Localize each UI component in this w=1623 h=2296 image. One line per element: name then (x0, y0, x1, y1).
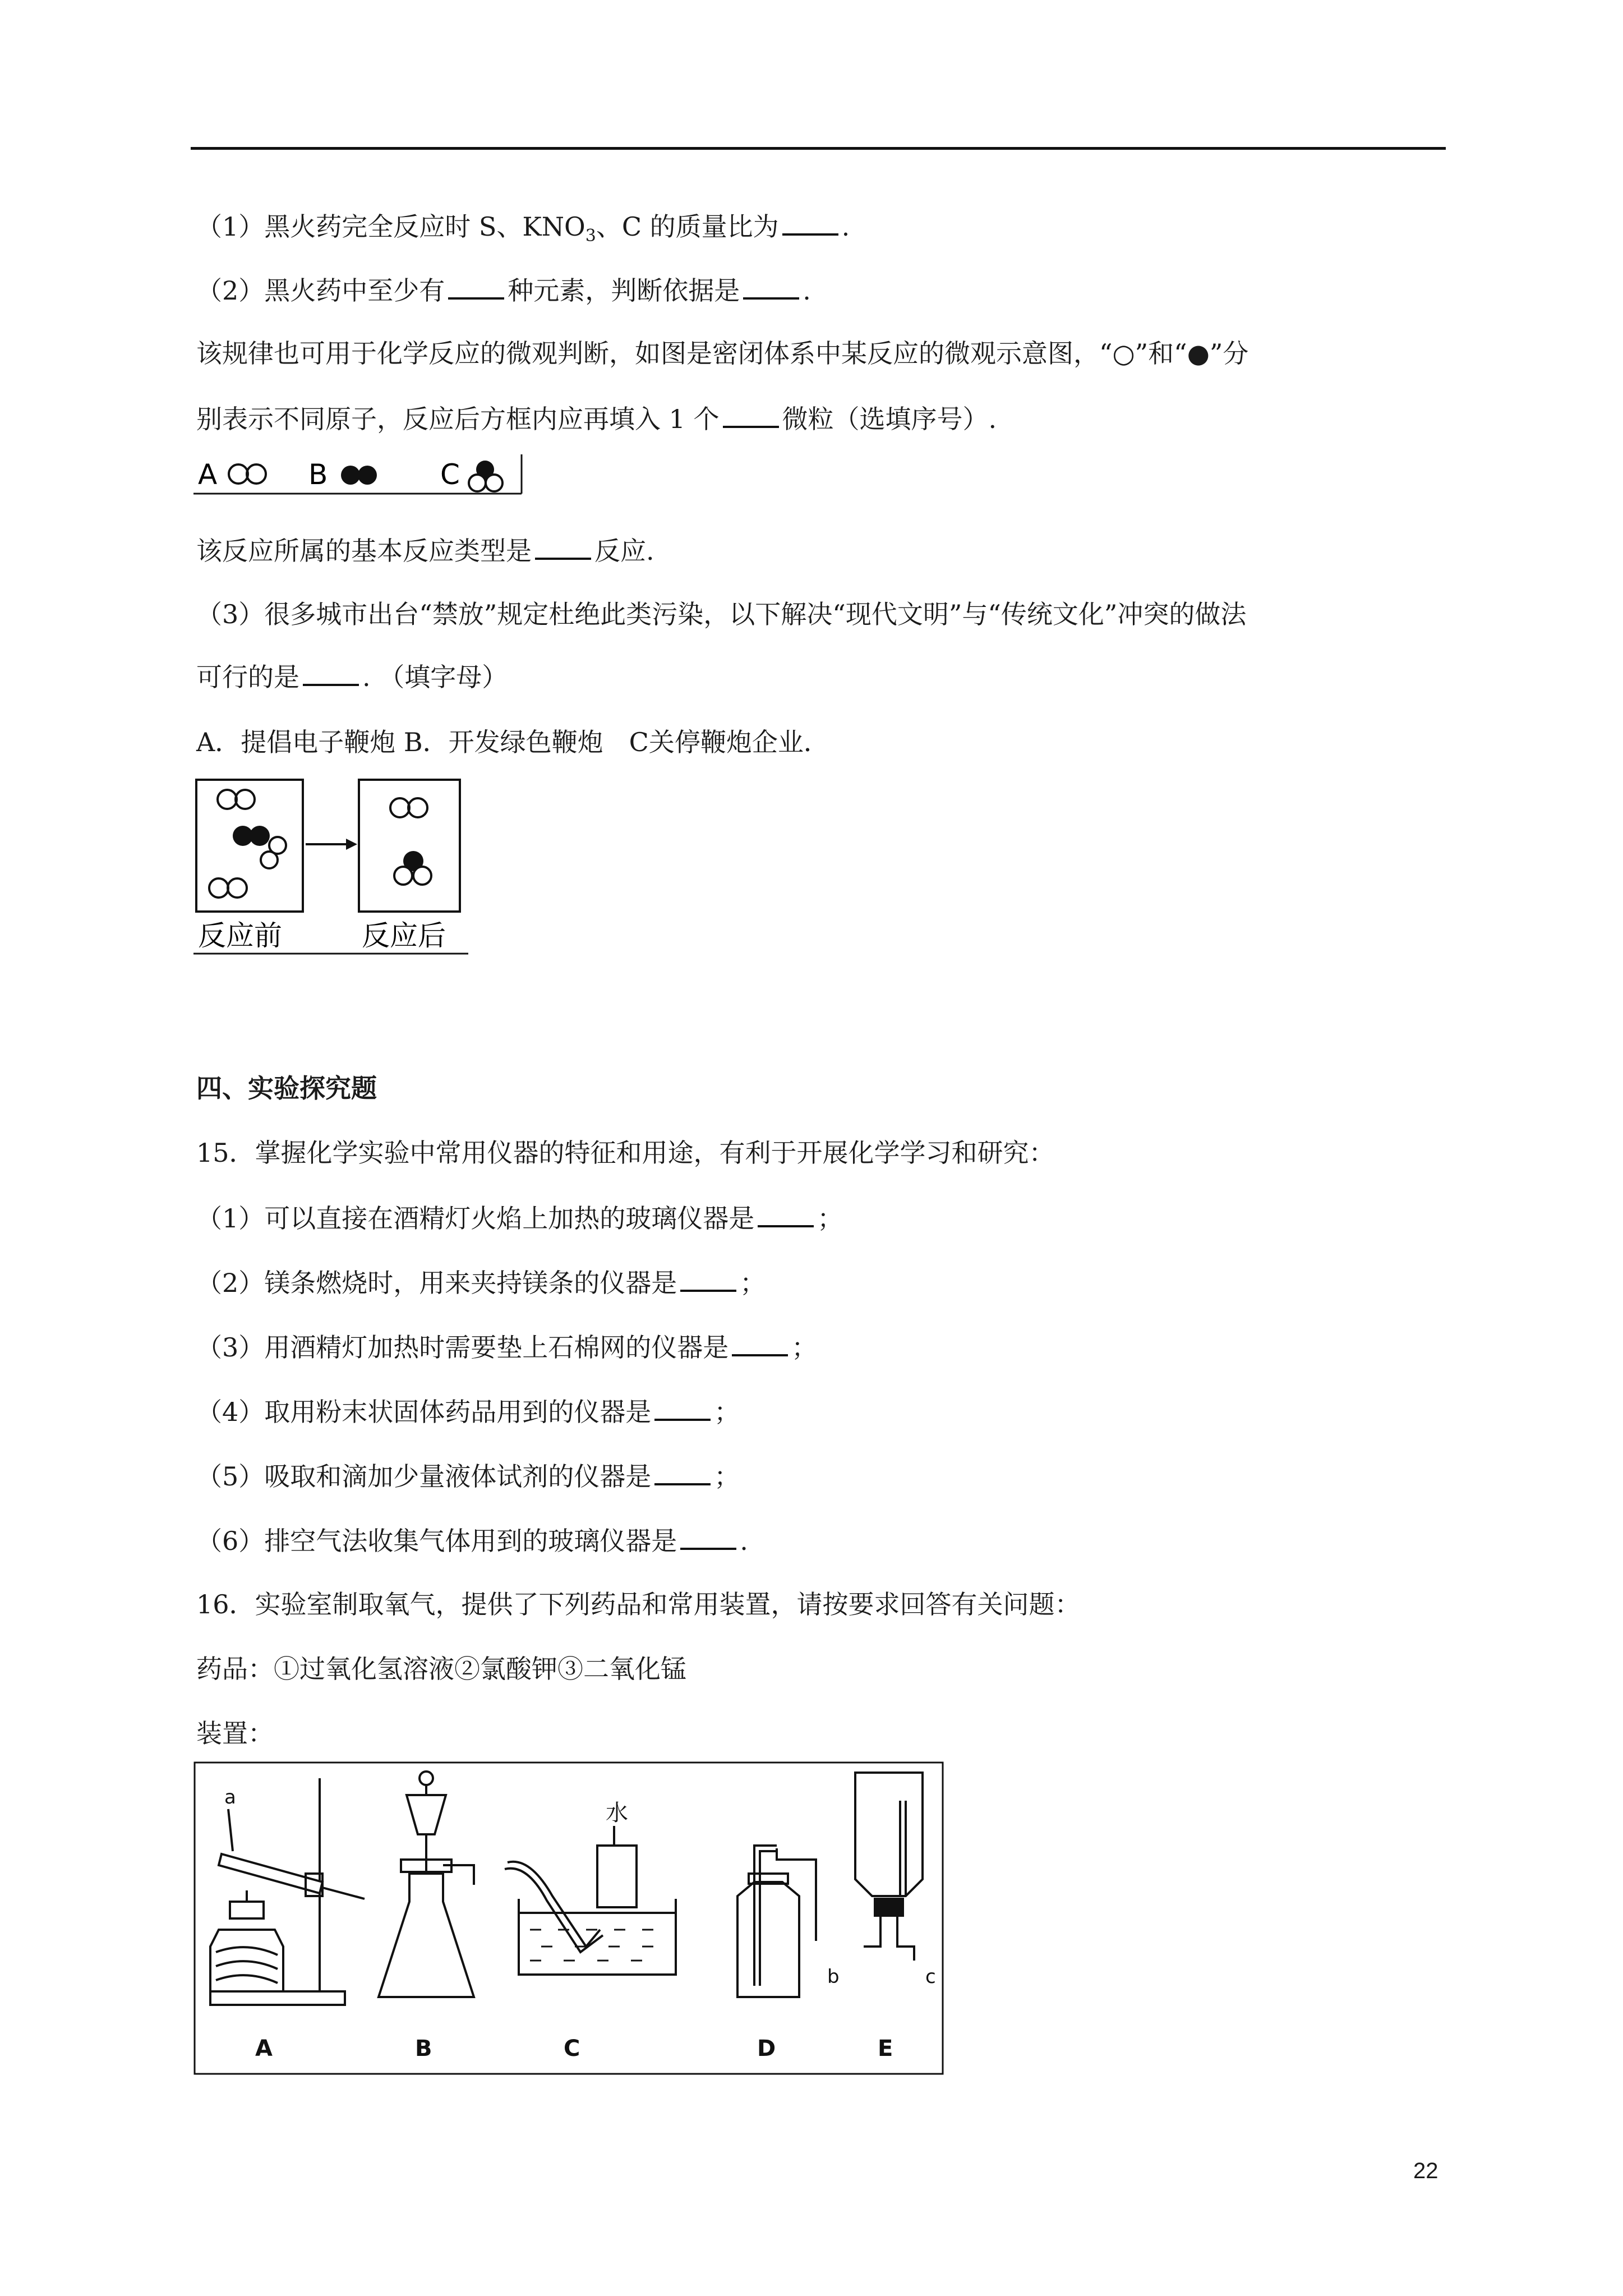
svg-text:b: b (827, 1966, 840, 1988)
option-a-label: A (198, 458, 218, 491)
before-label: 反应前 (198, 919, 282, 952)
q15-stem: 15．掌握化学实验中常用仪器的特征和用途，有利于开展化学学习和研究： (196, 1138, 1055, 1168)
answer-blank[interactable] (758, 1200, 814, 1227)
apparatus-e-label: E (878, 2036, 893, 2062)
apparatus-e-icon (827, 1773, 936, 1988)
page-number: 22 (1413, 2159, 1438, 2183)
q14-part3-options: A．提倡电子鞭炮 B．开发绿色鞭炮 C关停鞭炮企业． (196, 727, 829, 757)
particle-options-figure (193, 452, 530, 496)
section-heading: 四、实验探究题 (196, 1073, 377, 1103)
answer-blank[interactable] (654, 1458, 711, 1485)
rule-line-1: 该规律也可用于化学反应的微观判断，如图是密闭体系中某反应的微观示意图，“○”和“●”分 (196, 338, 1249, 369)
option-c-label: C (440, 458, 460, 491)
answer-blank[interactable] (732, 1329, 788, 1356)
q15-item: （5）吸取和滴加少量液体试剂的仪器是 ； (196, 1458, 740, 1493)
q14-part3-line1: （3）很多城市出台“禁放”规定杜绝此类污染，以下解决“现代文明”与“传统文化”冲突的做法 (196, 599, 1247, 629)
white-atom-icon (486, 475, 502, 491)
q14-part2: （2）黑火药中至少有 种元素，判断依据是 . (196, 273, 811, 307)
q15-item: （2）镁条燃烧时，用来夹持镁条的仪器是 ； (196, 1265, 766, 1300)
answer-blank[interactable] (680, 1523, 736, 1550)
q15-item: （4）取用粉末状固体药品用到的仪器是 ； (196, 1394, 740, 1429)
answer-blank[interactable] (723, 401, 779, 428)
q16-stem: 16．实验室制取氧气，提供了下列药品和常用装置，请按要求回答有关问题： (196, 1589, 1081, 1619)
answer-blank[interactable] (743, 273, 799, 300)
svg-text:水: 水 (606, 1800, 628, 1826)
apparatus-a-label: A (255, 2036, 273, 2062)
black-atom-icon (341, 466, 360, 485)
q14-part1: （1）黑火药完全反应时 S、$KNO_3$、C 的质量比为 . (196, 209, 850, 253)
white-atom-icon (247, 464, 266, 484)
white-atom-icon (469, 475, 486, 491)
svg-text:c: c (925, 1966, 936, 1988)
answer-blank[interactable] (303, 659, 359, 686)
svg-text:a: a (224, 1786, 236, 1809)
answer-blank[interactable] (654, 1394, 711, 1421)
black-atom-icon (358, 466, 377, 485)
answer-blank[interactable] (535, 533, 591, 560)
apparatus-a-icon (210, 1778, 365, 2005)
rule-line-2: 别表示不同原子，反应后方框内应再填入 1 个 微粒（选填序号）. (196, 401, 997, 436)
apparatus-b-icon (379, 1772, 474, 1997)
apparatus-figure (193, 1761, 945, 2076)
option-b-label: B (308, 458, 328, 491)
white-atom-icon (229, 464, 248, 484)
q15-item: （1）可以直接在酒精灯火焰上加热的玻璃仪器是 ； (196, 1200, 843, 1235)
header-rule (191, 147, 1446, 150)
apparatus-d-label: D (757, 2036, 776, 2062)
apparatus-d-icon (737, 1846, 816, 1997)
apparatus-c-icon (505, 1800, 676, 1975)
q15-item: （6）排空气法收集气体用到的玻璃仪器是 . (196, 1523, 748, 1558)
reaction-type-question: 该反应所属的基本反应类型是 反应. (196, 533, 654, 568)
apparatus-b-label: B (415, 2036, 432, 2062)
reaction-microscopic-figure (193, 777, 474, 956)
q16-devices-label: 装置： (196, 1718, 274, 1749)
q15-item: （3）用酒精灯加热时需要垫上石棉网的仪器是 ； (196, 1329, 817, 1364)
q16-drugs: 药品：①过氧化氢溶液②氯酸钾③二氧化锰 (196, 1654, 686, 1684)
answer-blank[interactable] (448, 273, 504, 300)
apparatus-c-label: C (564, 2036, 580, 2062)
q14-part3-line2: 可行的是 . （填字母） (196, 659, 508, 694)
after-label: 反应后 (362, 919, 446, 952)
answer-blank[interactable] (782, 209, 838, 236)
answer-blank[interactable] (680, 1265, 736, 1292)
